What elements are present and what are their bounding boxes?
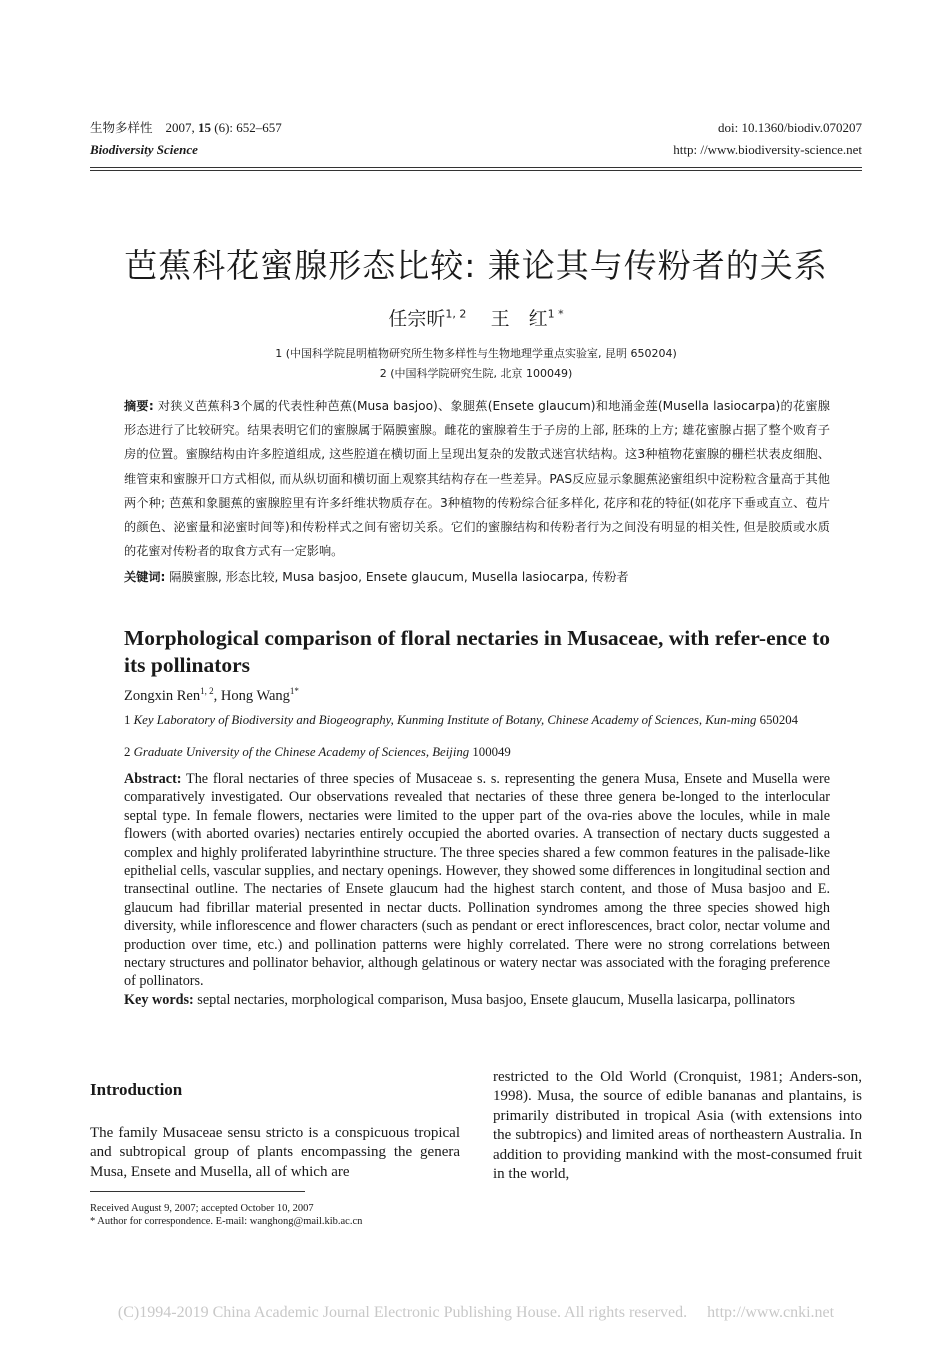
journal-volume: 15 xyxy=(198,120,212,135)
introduction-left-column: The family Musaceae sensu stricto is a conspicuous tropical and subtropical group of plants encompassing the genera Musa, Ensete and Musella, all of which are xyxy=(90,1125,460,1180)
affiliation-en-1-code: 650204 xyxy=(756,713,799,727)
keywords-en-label: Key words: xyxy=(124,991,194,1008)
affiliation-en-1-name: Key Laboratory of Biodiversity and Biogeography, Kunming Institute of Botany, Chinese Academy of Sciences, Kun-ming xyxy=(133,713,757,727)
affiliation-en-1 xyxy=(124,712,830,728)
authors-cn xyxy=(0,304,952,331)
author-cn-2: 王 红 xyxy=(490,308,548,330)
footnote-corresponding: * Author for correspondence. E-mail: wanghong@mail.kib.ac.cn xyxy=(90,1216,363,1227)
journal-name-cn: 生物多样性 xyxy=(90,120,153,135)
author-en-1: Zongxin Ren xyxy=(124,687,201,704)
affiliation-en-2-name: Graduate University of the Chinese Academy of Sciences, Beijing xyxy=(133,745,470,759)
affiliation-en-1-num: 1 xyxy=(124,713,134,727)
abstract-cn xyxy=(124,394,830,590)
affiliation-cn-2: 2 (中国科学院研究生院, 北京 100049) xyxy=(379,367,573,380)
introduction-heading: Introduction xyxy=(90,1080,183,1099)
author-cn-1: 任宗昕 xyxy=(388,308,446,330)
author-en-2: Hong Wang xyxy=(220,687,290,704)
doi: doi: 10.1360/biodiv.070207 xyxy=(718,120,862,135)
author-en-2-sup: 1* xyxy=(289,686,299,696)
journal-url: http: //www.biodiversity-science.net xyxy=(673,142,862,157)
abstract-en-text: The floral nectaries of three species of Musaceae s. s. representing the genera Musa, Ensete and Musella were comparatively investigated. Our observations revealed that nectaries of these three genera be-longed to the interlocular septal type. In female flowers, nectaries were limited to the upper part of the ova-ries above the locules, while in male flowers (with aborted ovaries) nectaries entirely occupied the aborted ovaries. A transection of nectary ducts suggested a complex and highly proliferated labyrinthine structure. The three species shared a few common features in the palisade-like epithelial cells, vascular supplies, and nectary openings. However, they showed some differences in longitudinal section and transectinal outline. The nectaries of Ensete glaucum had the highest starch content, and those of Musa basjoo and E. glaucum had fibrillar material presented in nectar ducts. Pollination syndromes among the three species showed high diversity, while inflorescence and flower characters (such as pendant or erect inflorescences, bract color, nectar volume and production over time, etc.) and pollination patterns were highly correlated. There were no strong correlations between nectary structures and pollinator behavior, although gelatinous or watery nectar was associated with the foraging preference of pollinators. xyxy=(124,771,830,990)
authors-en xyxy=(124,686,299,705)
author-en-1-sup: 1, 2 xyxy=(200,686,214,696)
journal-issue-pages: (6): 652–657 xyxy=(211,120,282,135)
keywords-cn-text: 隔膜蜜腺, 形态比较, Musa basjoo, Ensete glaucum, Musella lasiocarpa, 传粉者 xyxy=(165,570,629,585)
journal-name-en: Biodiversity Science xyxy=(90,142,198,157)
abstract-cn-label: 摘要: xyxy=(124,399,154,413)
footnote-received: Received August 9, 2007; accepted October 10, 2007 xyxy=(90,1203,314,1214)
abstract-cn-text: 对狭义芭蕉科3个属的代表性种芭蕉(Musa basjoo)、象腿蕉(Ensete glaucum)和地涌金莲(Musella lasiocarpa)的花蜜腺形态进行了比较研究。结果表明它们的蜜腺属于隔膜蜜腺。雌花的蜜腺着生于子房的上部, 胚珠的上方; 雄花蜜腺占据了整个败育子房的位置。蜜腺结构由许多腔道组成, 这些腔道在横切面上呈现出复杂的发散式迷宫状结构。这3种植物花蜜腺的栅栏状表皮细胞、维管束和蜜腺开口方式相似, 而从纵切面和横切面上观察其结构存在一些差异。PAS反应显示象腿蕉泌蜜组织中淀粉粒含量高于其他两个种; 芭蕉和象腿蕉的蜜腺腔里有许多纤维状物质存在。3种植物的传粉综合征多样化, 花序和花的特征(如花序下垂或直立、苞片的颜色、泌蜜量和泌蜜时间等)和传粉样式之间有密切关系。它们的蜜腺结构和传粉者行为之间没有明显的相关性, 但是胶质或水质的花蜜对传粉者的取食方式有一定影响。 xyxy=(124,399,830,559)
abstract-en xyxy=(124,770,830,1009)
footnote-rule xyxy=(90,1191,305,1192)
author-cn-2-sup: 1 * xyxy=(547,307,564,321)
affiliation-en-2-num: 2 xyxy=(124,745,134,759)
title-en: Morphological comparison of floral nectaries in Musaceae, with refer-ence to its pollinators xyxy=(124,626,830,677)
cnki-watermark: (C)1994-2019 China Academic Journal Electronic Publishing House. All rights reserved. http://www.cnki.net xyxy=(117,1304,835,1321)
affiliation-en-2 xyxy=(124,744,830,760)
header-rule-bottom xyxy=(90,170,862,171)
abstract-en-label: Abstract: xyxy=(124,771,182,787)
introduction-right-column: restricted to the Old World (Cronquist, 1981; Anders-son, 1998). Musa, the source of edible bananas and plantains, is primarily distributed in tropical Asia (with extensions into the subtropics) and limited areas of northeastern Australia. In addition to providing mankind with the most-consumed fruit in the world, xyxy=(493,1069,862,1183)
affiliation-cn-1: 1 (中国科学院昆明植物研究所生物多样性与生物地理学重点实验室, 昆明 650204) xyxy=(275,347,677,360)
journal-citation xyxy=(90,120,282,136)
title-cn: 芭蕉科花蜜腺形态比较: 兼论其与传粉者的关系 xyxy=(124,246,828,285)
affiliation-en-2-code: 100049 xyxy=(469,745,511,759)
header-rule-top xyxy=(90,167,862,168)
journal-year-volume: 2007, xyxy=(165,120,199,135)
author-cn-1-sup: 1, 2 xyxy=(445,307,467,321)
keywords-en-text: septal nectaries, morphological comparison, Musa basjoo, Ensete glaucum, Musella lasicarpa, pollinators xyxy=(193,991,795,1008)
author-en-separator: , xyxy=(213,687,221,704)
keywords-cn-label: 关键词: xyxy=(124,570,166,585)
